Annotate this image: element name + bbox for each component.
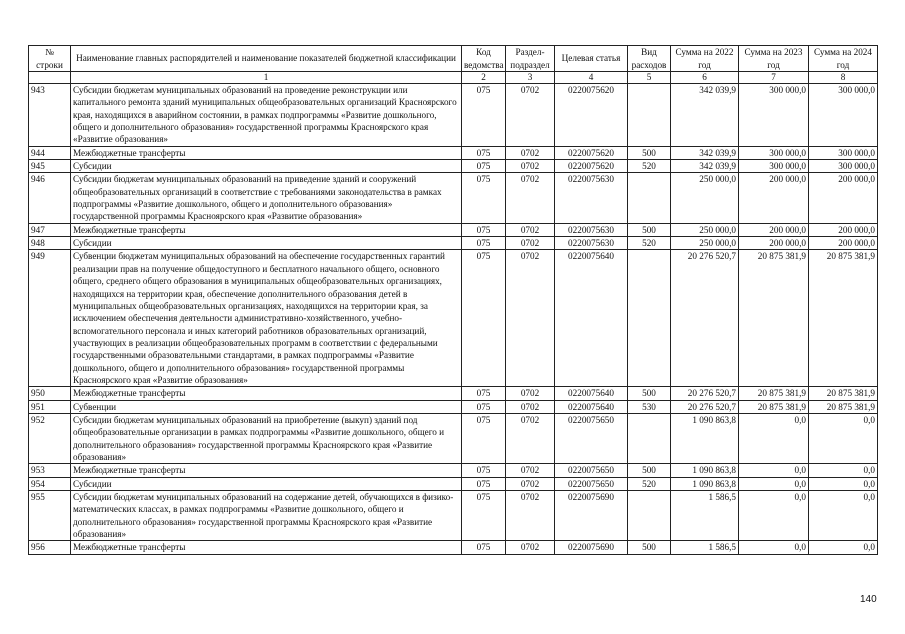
- cell-sum-2024: 300 000,0: [809, 146, 878, 159]
- table-row: [29, 84, 878, 147]
- cell-sum-2023: 0,0: [739, 541, 809, 554]
- table-row: [29, 400, 878, 413]
- column-number: 2: [462, 72, 506, 84]
- header-sum-2024: Сумма на 2024 год: [809, 46, 878, 72]
- cell-target-article: 0220075690: [555, 491, 628, 541]
- cell-section: 0702: [506, 464, 555, 477]
- table-row: [29, 173, 878, 223]
- table-row: [29, 491, 878, 541]
- column-number: 8: [809, 72, 878, 84]
- header-expense-type: Вид расходов: [628, 46, 671, 72]
- cell-target-article: 0220075640: [555, 387, 628, 400]
- budget-table-container: [28, 45, 878, 555]
- cell-expense-type: [628, 173, 671, 223]
- cell-department-code: 075: [462, 541, 506, 554]
- cell-name: Субсидии: [71, 160, 462, 173]
- cell-department-code: 075: [462, 223, 506, 236]
- column-number: 6: [671, 72, 739, 84]
- cell-row-number: 949: [29, 250, 71, 387]
- cell-target-article: 0220075640: [555, 400, 628, 413]
- cell-row-number: 948: [29, 237, 71, 250]
- cell-sum-2024: 20 875 381,9: [809, 400, 878, 413]
- cell-sum-2023: 0,0: [739, 413, 809, 463]
- header-name: Наименование главных распорядителей и наименование показателей бюджетной классификации: [71, 46, 462, 72]
- table-row: [29, 250, 878, 387]
- column-number: 7: [739, 72, 809, 84]
- cell-sum-2022: 20 276 520,7: [671, 387, 739, 400]
- header-sum-2022: Сумма на 2022 год: [671, 46, 739, 72]
- column-number: 1: [71, 72, 462, 84]
- cell-target-article: 0220075650: [555, 477, 628, 490]
- cell-name: Субсидии: [71, 237, 462, 250]
- cell-target-article: 0220075690: [555, 541, 628, 554]
- cell-sum-2024: 200 000,0: [809, 223, 878, 236]
- cell-expense-type: [628, 491, 671, 541]
- cell-row-number: 952: [29, 413, 71, 463]
- header-sum-2023: Сумма на 2023 год: [739, 46, 809, 72]
- header-target-article: Целевая статья: [555, 46, 628, 72]
- cell-sum-2022: 342 039,9: [671, 84, 739, 147]
- column-number: 5: [628, 72, 671, 84]
- cell-row-number: 951: [29, 400, 71, 413]
- cell-name: Субвенции бюджетам муниципальных образований на обеспечение государственных гарантий реализации прав на получение общедоступного и бесплатного начального общего, основного общего, среднего общего образования в муниципальных общеобразовательных организациях, находящихся на территории края, обеспечение дополнительного образования детей в муниципальных общеобразовательных организациях, находящихся на территории края, за исключением обеспечения деятельности административно-хозяйственного, учебно-вспомогательного персонала и иных категорий работников образовательных организаций, участвующих в реализации общеобразовательных программ в соответствии с федеральными государственными образовательными стандартами, в рамках подпрограммы «Развитие дошкольного, общего и дополнительного образования» государственной программы Красноярского края «Развитие образования»: [71, 250, 462, 387]
- cell-sum-2024: 200 000,0: [809, 237, 878, 250]
- cell-target-article: 0220075630: [555, 237, 628, 250]
- cell-target-article: 0220075640: [555, 250, 628, 387]
- cell-sum-2024: 20 875 381,9: [809, 387, 878, 400]
- table-row: [29, 160, 878, 173]
- cell-section: 0702: [506, 173, 555, 223]
- column-number: 4: [555, 72, 628, 84]
- cell-name: Субсидии бюджетам муниципальных образований на приведение зданий и сооружений общеобразовательных организаций в соответствие с требованиями законодательства в рамках подпрограммы «Развитие дошкольного, общего и дополнительного образования» государственной программы Красноярского края «Развитие образования»: [71, 173, 462, 223]
- header-department-code: Код ведомства: [462, 46, 506, 72]
- cell-name: Субсидии бюджетам муниципальных образований на приобретение (выкуп) зданий под общеобразовательные организации в рамках подпрограммы «Развитие дошкольного, общего и дополнительного образования» государственной программы Красноярского края «Развитие образования»: [71, 413, 462, 463]
- cell-section: 0702: [506, 400, 555, 413]
- cell-name: Субвенции: [71, 400, 462, 413]
- cell-section: 0702: [506, 84, 555, 147]
- cell-expense-type: 520: [628, 237, 671, 250]
- header-row: [29, 46, 878, 72]
- cell-section: 0702: [506, 387, 555, 400]
- cell-name: Субсидии бюджетам муниципальных образований на проведение реконструкции или капитального ремонта зданий муниципальных общеобразовательных организаций Красноярского края, находящихся в аварийном состоянии, в рамках подпрограммы «Развитие дошкольного, общего и дополнительного образования» государственной программы Красноярского края «Развитие образования»: [71, 84, 462, 147]
- cell-target-article: 0220075620: [555, 84, 628, 147]
- cell-section: 0702: [506, 237, 555, 250]
- page-number: 140: [860, 594, 877, 605]
- cell-department-code: 075: [462, 464, 506, 477]
- cell-sum-2022: 1 090 863,8: [671, 477, 739, 490]
- cell-row-number: 950: [29, 387, 71, 400]
- cell-department-code: 075: [462, 173, 506, 223]
- cell-sum-2022: 1 586,5: [671, 491, 739, 541]
- cell-department-code: 075: [462, 400, 506, 413]
- cell-row-number: 943: [29, 84, 71, 147]
- cell-sum-2023: 300 000,0: [739, 160, 809, 173]
- cell-sum-2022: 1 090 863,8: [671, 464, 739, 477]
- cell-sum-2023: 0,0: [739, 491, 809, 541]
- cell-sum-2024: 0,0: [809, 541, 878, 554]
- cell-section: 0702: [506, 477, 555, 490]
- cell-sum-2023: 0,0: [739, 477, 809, 490]
- cell-sum-2022: 20 276 520,7: [671, 250, 739, 387]
- cell-target-article: 0220075650: [555, 413, 628, 463]
- table-row: [29, 146, 878, 159]
- cell-department-code: 075: [462, 413, 506, 463]
- table-row: [29, 223, 878, 236]
- cell-sum-2024: 300 000,0: [809, 160, 878, 173]
- cell-expense-type: 500: [628, 223, 671, 236]
- cell-target-article: 0220075620: [555, 160, 628, 173]
- cell-expense-type: [628, 84, 671, 147]
- cell-expense-type: [628, 413, 671, 463]
- cell-sum-2024: 0,0: [809, 491, 878, 541]
- column-number: [29, 72, 71, 84]
- cell-section: 0702: [506, 146, 555, 159]
- cell-expense-type: 520: [628, 477, 671, 490]
- cell-expense-type: 500: [628, 387, 671, 400]
- cell-sum-2023: 20 875 381,9: [739, 400, 809, 413]
- cell-sum-2024: 0,0: [809, 413, 878, 463]
- cell-sum-2023: 20 875 381,9: [739, 387, 809, 400]
- cell-name: Межбюджетные трансферты: [71, 223, 462, 236]
- cell-expense-type: 530: [628, 400, 671, 413]
- cell-section: 0702: [506, 541, 555, 554]
- cell-expense-type: 500: [628, 464, 671, 477]
- cell-sum-2022: 342 039,9: [671, 160, 739, 173]
- cell-row-number: 947: [29, 223, 71, 236]
- cell-row-number: 944: [29, 146, 71, 159]
- cell-name: Межбюджетные трансферты: [71, 464, 462, 477]
- cell-expense-type: [628, 250, 671, 387]
- table-row: [29, 477, 878, 490]
- cell-row-number: 946: [29, 173, 71, 223]
- cell-name: Межбюджетные трансферты: [71, 387, 462, 400]
- cell-expense-type: 500: [628, 146, 671, 159]
- cell-target-article: 0220075650: [555, 464, 628, 477]
- cell-department-code: 075: [462, 146, 506, 159]
- table-row: [29, 387, 878, 400]
- cell-section: 0702: [506, 250, 555, 387]
- cell-department-code: 075: [462, 237, 506, 250]
- cell-section: 0702: [506, 491, 555, 541]
- table-row: [29, 413, 878, 463]
- cell-sum-2022: 250 000,0: [671, 173, 739, 223]
- cell-sum-2022: 342 039,9: [671, 146, 739, 159]
- cell-sum-2022: 250 000,0: [671, 237, 739, 250]
- header-row-number: № строки: [29, 46, 71, 72]
- cell-sum-2023: 200 000,0: [739, 173, 809, 223]
- cell-sum-2023: 300 000,0: [739, 84, 809, 147]
- cell-target-article: 0220075630: [555, 173, 628, 223]
- table-row: [29, 237, 878, 250]
- column-number: 3: [506, 72, 555, 84]
- cell-target-article: 0220075620: [555, 146, 628, 159]
- cell-row-number: 945: [29, 160, 71, 173]
- cell-sum-2023: 200 000,0: [739, 237, 809, 250]
- cell-department-code: 075: [462, 477, 506, 490]
- cell-sum-2022: 20 276 520,7: [671, 400, 739, 413]
- column-number-row: [29, 72, 878, 84]
- cell-sum-2023: 0,0: [739, 464, 809, 477]
- cell-name: Межбюджетные трансферты: [71, 541, 462, 554]
- cell-department-code: 075: [462, 387, 506, 400]
- cell-department-code: 075: [462, 491, 506, 541]
- cell-sum-2022: 1 586,5: [671, 541, 739, 554]
- header-section: Раздел- подраздел: [506, 46, 555, 72]
- cell-expense-type: 520: [628, 160, 671, 173]
- cell-name: Межбюджетные трансферты: [71, 146, 462, 159]
- table-row: [29, 464, 878, 477]
- cell-section: 0702: [506, 223, 555, 236]
- cell-sum-2024: 0,0: [809, 464, 878, 477]
- cell-department-code: 075: [462, 250, 506, 387]
- cell-sum-2023: 300 000,0: [739, 146, 809, 159]
- cell-target-article: 0220075630: [555, 223, 628, 236]
- cell-sum-2022: 1 090 863,8: [671, 413, 739, 463]
- cell-sum-2023: 20 875 381,9: [739, 250, 809, 387]
- cell-sum-2024: 20 875 381,9: [809, 250, 878, 387]
- cell-sum-2024: 300 000,0: [809, 84, 878, 147]
- cell-section: 0702: [506, 160, 555, 173]
- cell-sum-2022: 250 000,0: [671, 223, 739, 236]
- budget-table: [28, 45, 878, 555]
- cell-section: 0702: [506, 413, 555, 463]
- cell-sum-2024: 0,0: [809, 477, 878, 490]
- cell-sum-2023: 200 000,0: [739, 223, 809, 236]
- cell-row-number: 955: [29, 491, 71, 541]
- cell-expense-type: 500: [628, 541, 671, 554]
- cell-row-number: 956: [29, 541, 71, 554]
- cell-row-number: 953: [29, 464, 71, 477]
- cell-sum-2024: 200 000,0: [809, 173, 878, 223]
- cell-department-code: 075: [462, 160, 506, 173]
- table-row: [29, 541, 878, 554]
- cell-name: Субсидии: [71, 477, 462, 490]
- cell-row-number: 954: [29, 477, 71, 490]
- cell-department-code: 075: [462, 84, 506, 147]
- cell-name: Субсидии бюджетам муниципальных образований на содержание детей, обучающихся в физико-математических классах, в рамках подпрограммы «Развитие дошкольного, общего и дополнительного образования» государственной программы Красноярского края «Развитие образования»: [71, 491, 462, 541]
